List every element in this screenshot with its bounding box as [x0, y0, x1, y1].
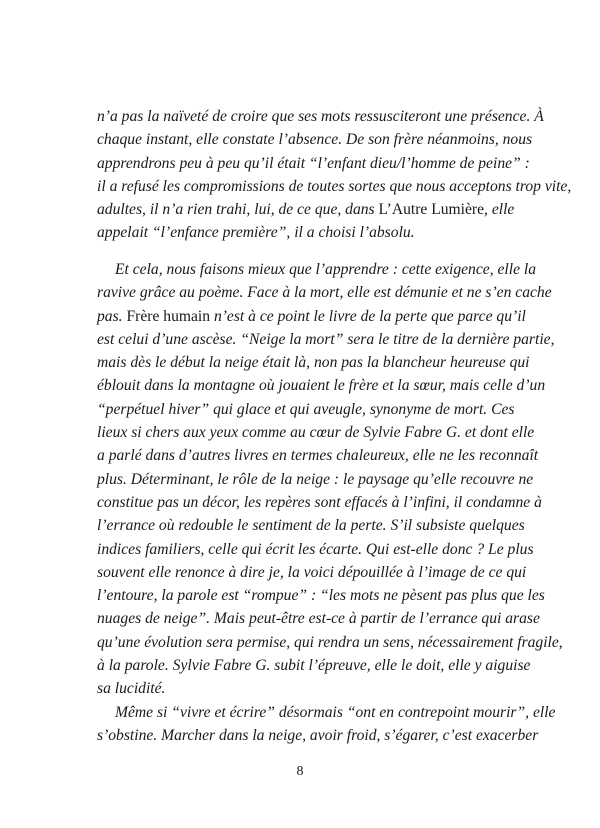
text-line: plus. Déterminant, le rôle de la neige : le paysage qu’elle recouvre ne — [97, 470, 534, 488]
text-line: s’obstine. Marcher dans la neige, avoir froid, s’égarer, c’est exacerber — [97, 726, 539, 744]
text-line: l’entoure, la parole est “rompue” : “les mots ne pèsent pas plus que les — [97, 587, 545, 605]
text-line: l’errance où redouble le sentiment de la perte. S’il subsiste quelques — [97, 517, 525, 535]
text-line: appelait “l’enfance première”, il a choisi l’absolu. — [97, 224, 415, 242]
text-line: sa lucidité. — [97, 680, 166, 698]
text-line: apprendrons peu à peu qu’il était “l’enfant dieu/l’homme de peine” : — [97, 154, 530, 172]
text-line: Et cela, nous faisons mieux que l’apprendre : cette exigence, elle la — [115, 261, 537, 278]
text-line: ravive grâce au poème. Face à la mort, elle est démunie et ne s’en cache — [97, 284, 552, 302]
text-line: chaque instant, elle constate l’absence. De son frère néanmoins, nous — [97, 131, 533, 149]
text-line: nuages de neige”. Mais peut-être est-ce à partir de l’errance qui arase — [97, 610, 540, 628]
text-line: adultes, il n’a rien trahi, lui, de ce que, dans L’Autre Lumière, elle — [97, 201, 515, 219]
text-line: souvent elle renonce à dire je, la voici dépouillée à l’image de ce qui — [97, 563, 527, 581]
text-line: est celui d’une ascèse. “Neige la mort” sera le titre de la dernière partie, — [97, 330, 555, 348]
book-title: Frère humain — [126, 307, 211, 325]
text-line: pas. Frère humain n’est à ce point le livre de la perte que parce qu’il — [97, 307, 526, 325]
text-line: qu’une évolution sera permise, qui rendra un sens, nécessairement fragile, — [97, 633, 563, 651]
text-line: à la parole. Sylvie Fabre G. subit l’épreuve, elle le doit, elle y aiguise — [97, 657, 531, 675]
text-line: il a refusé les compromissions de toutes sortes que nous acceptons trop vite, — [97, 177, 572, 195]
paragraph-2 — [97, 258, 563, 747]
page-number: 8 — [296, 764, 304, 779]
text-line: constitue pas un décor, les repères sont effacés à l’infini, il condamne à — [97, 493, 542, 511]
text-line: a parlé dans d’autres livres en termes chaleureux, elle ne les reconnaît — [97, 447, 539, 465]
text-line: indices familiers, celle qui écrit les écarte. Qui est-elle donc ? Le plus — [97, 540, 534, 558]
book-title: L’Autre Lumière — [378, 201, 485, 219]
text-line: Même si “vivre et écrire” désormais “ont en contrepoint mourir”, elle — [115, 703, 556, 721]
text-line: mais dès le début la neige était là, non pas la blancheur heureuse qui — [97, 354, 530, 372]
text-line: “perpétuel hiver” qui glace et qui aveugle, synonyme de mort. Ces — [97, 400, 515, 418]
text-line: éblouit dans la montagne où jouaient le frère et la sœur, mais celle d’un — [97, 377, 546, 395]
paragraph-1 — [97, 105, 572, 245]
text-line: n’a pas la naïveté de croire que ses mots ressusciteront une présence. À — [97, 108, 544, 125]
text-line: lieux si chers aux yeux comme au cœur de Sylvie Fabre G. et dont elle — [97, 424, 535, 442]
